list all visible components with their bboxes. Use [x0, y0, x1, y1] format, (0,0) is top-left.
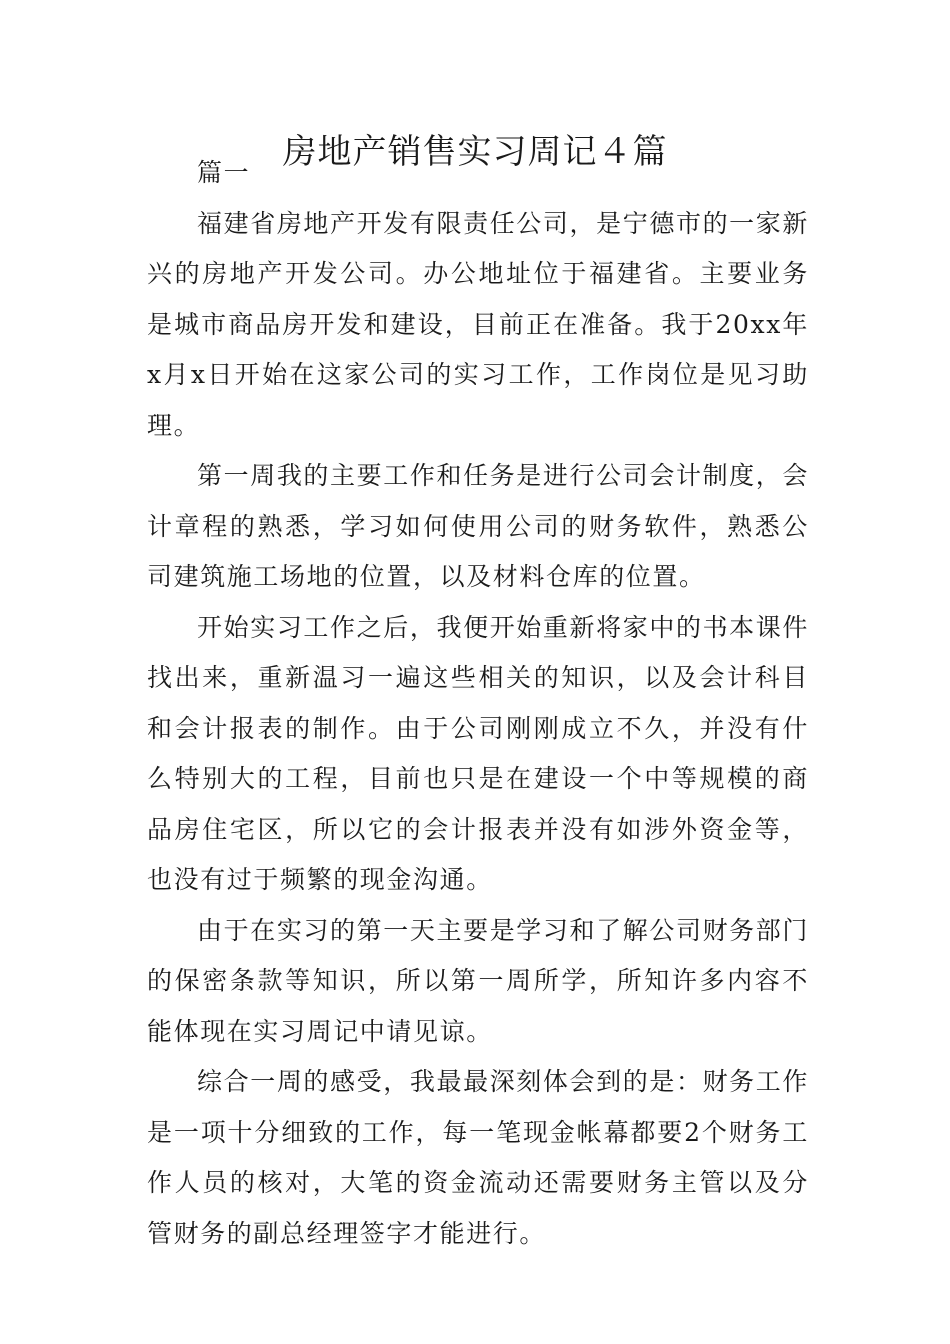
section-label: 篇一: [197, 158, 251, 187]
paragraph-4: 由于在实习的第一天主要是学习和了解公司财务部门的保密条款等知识，所以第一周所学，所知许多内容不能体现在实习周记中请见谅。: [147, 915, 809, 1046]
paragraph-5: 综合一周的感受，我最最深刻体会到的是：财务工作是一项十分细致的工作，每一笔现金帐幕都要2个财务工作人员的核对，大笔的资金流动还需要财务主管以及分管财务的副总经理签字才能进行。: [147, 1067, 809, 1248]
document-title: 房地产销售实习周记４篇: [282, 132, 668, 172]
document-body: [147, 148, 809, 1259]
paragraph-3: 开始实习工作之后，我便开始重新将家中的书本课件找出来，重新温习一遍这些相关的知识，以及会计科目和会计报表的制作。由于公司刚刚成立不久，并没有什么特别大的工程，目前也只是在建设一个中等规模的商品房住宅区，所以它的会计报表并没有如涉外资金等，也没有过于频繁的现金沟通。: [147, 612, 809, 894]
paragraph-1: 福建省房地产开发有限责任公司，是宁德市的一家新兴的房地产开发公司。办公地址位于福建省。主要业务是城市商品房开发和建设，目前正在准备。我于20xx年x月x日开始在这家公司的实习工作，工作岗位是见习助理。: [147, 208, 809, 440]
paragraph-2: 第一周我的主要工作和任务是进行公司会计制度，会计章程的熟悉，学习如何使用公司的财务软件，熟悉公司建筑施工场地的位置，以及材料仓库的位置。: [147, 461, 809, 591]
